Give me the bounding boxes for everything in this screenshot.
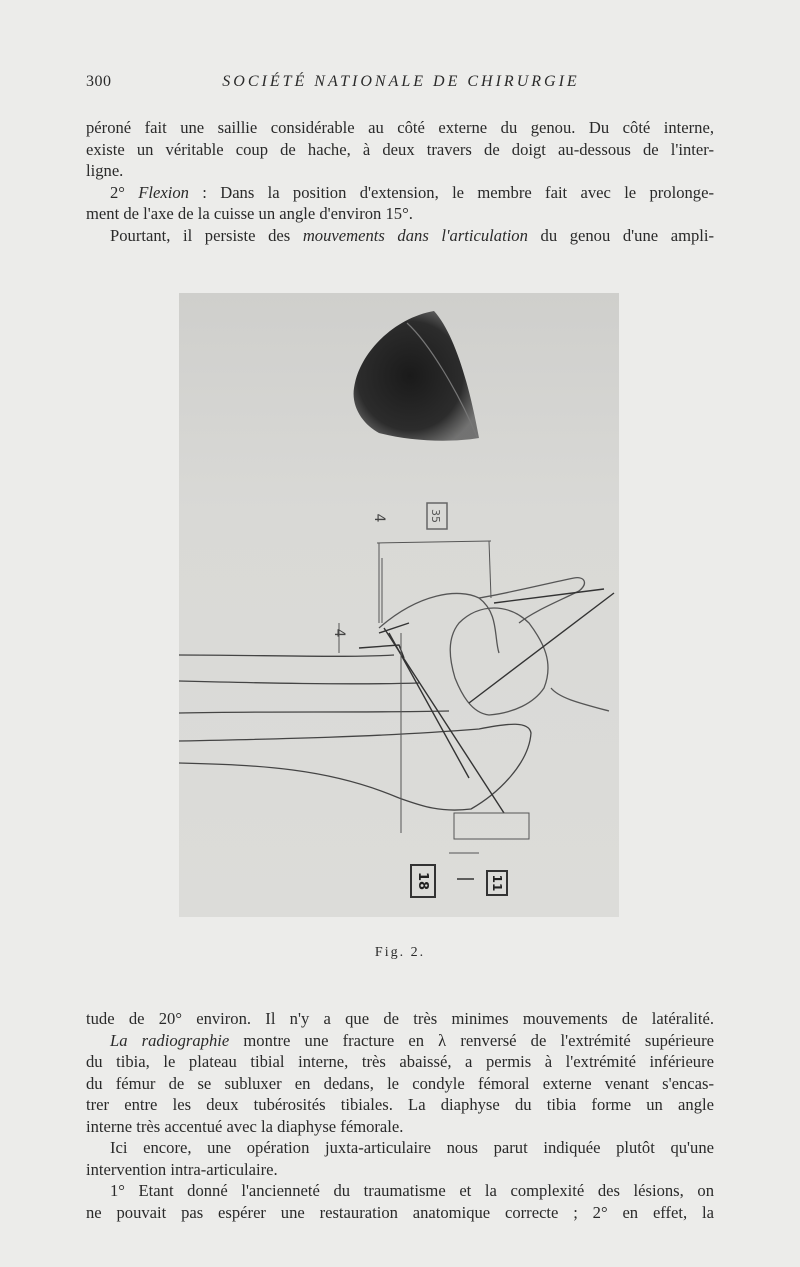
- text-line: interne très accentué avec la diaphyse fémorale.: [86, 1116, 404, 1136]
- radiographie-emphasis: La radiographie: [110, 1030, 230, 1050]
- text-line: ne pouvait pas espérer une restauration anatomique correcte ; 2° en effet, la: [86, 1202, 714, 1222]
- pourtant-emphasis: mouvements dans l'articulation: [302, 225, 528, 245]
- pourtant-end: du genou d'une ampli-: [540, 225, 715, 245]
- label-bottom-left: 18: [415, 871, 430, 891]
- label-bottom-right: 11: [490, 874, 504, 892]
- text-line: 1° Etant donné l'ancienneté du traumatisme et la complexité des lésions, on: [110, 1181, 714, 1200]
- flexion-line: [86, 182, 714, 204]
- pourtant-start: Pourtant, il persiste des: [110, 225, 291, 245]
- bottom-paragraphs: [86, 1008, 714, 1223]
- text-line: intervention intra-articulaire.: [86, 1159, 278, 1179]
- text-line: ment de l'axe de la cuisse un angle d'environ 15°.: [86, 204, 413, 223]
- text-line: ligne.: [86, 161, 124, 180]
- running-title: SOCIÉTÉ NATIONALE DE CHIRURGIE: [222, 73, 580, 90]
- text-line: tude de 20° environ. Il n'y a que de très minimes mouvements de latéralité.: [86, 1009, 714, 1028]
- label-side-number: 4: [331, 628, 347, 638]
- text-line: existe un véritable coup de hache, à deux travers de doigt au-dessous de l'inter-: [86, 139, 714, 159]
- label-top-number: 4: [371, 513, 387, 523]
- flexion-text: : Dans la position d'extension, le membre fait avec le prolonge-: [202, 182, 715, 202]
- text-line: du tibia, le plateau tibial interne, très abaissé, a permis à l'extrémité inférieure: [86, 1052, 714, 1071]
- radiograph-figure: [179, 293, 619, 917]
- page-header: [86, 73, 716, 95]
- radiographie-line: [86, 1030, 714, 1052]
- page-number: 300: [86, 73, 112, 90]
- pourtant-line: [86, 225, 714, 247]
- flexion-label: Flexion: [138, 182, 189, 202]
- text-line: du fémur de se subluxer en dedans, le condyle fémoral externe venant s'encas-: [86, 1073, 714, 1093]
- top-paragraphs: [86, 117, 714, 246]
- text-line: Ici encore, une opération juxta-articulaire nous parut indiquée plutôt qu'une: [110, 1138, 714, 1157]
- text-line: trer entre les deux tubérosités tibiales. La diaphyse du tibia forme un angle: [86, 1095, 714, 1114]
- label-top-box: 35: [429, 509, 442, 523]
- text-line: péroné fait une saillie considérable au côté externe du genou. Du côté interne,: [86, 118, 714, 137]
- figure-caption: Fig. 2.: [374, 945, 426, 960]
- radiographie-text: montre une fracture en λ renversé de l'extrémité supérieure: [229, 1030, 714, 1050]
- flexion-number: 2°: [110, 182, 125, 202]
- radiograph-drawing: [179, 293, 619, 917]
